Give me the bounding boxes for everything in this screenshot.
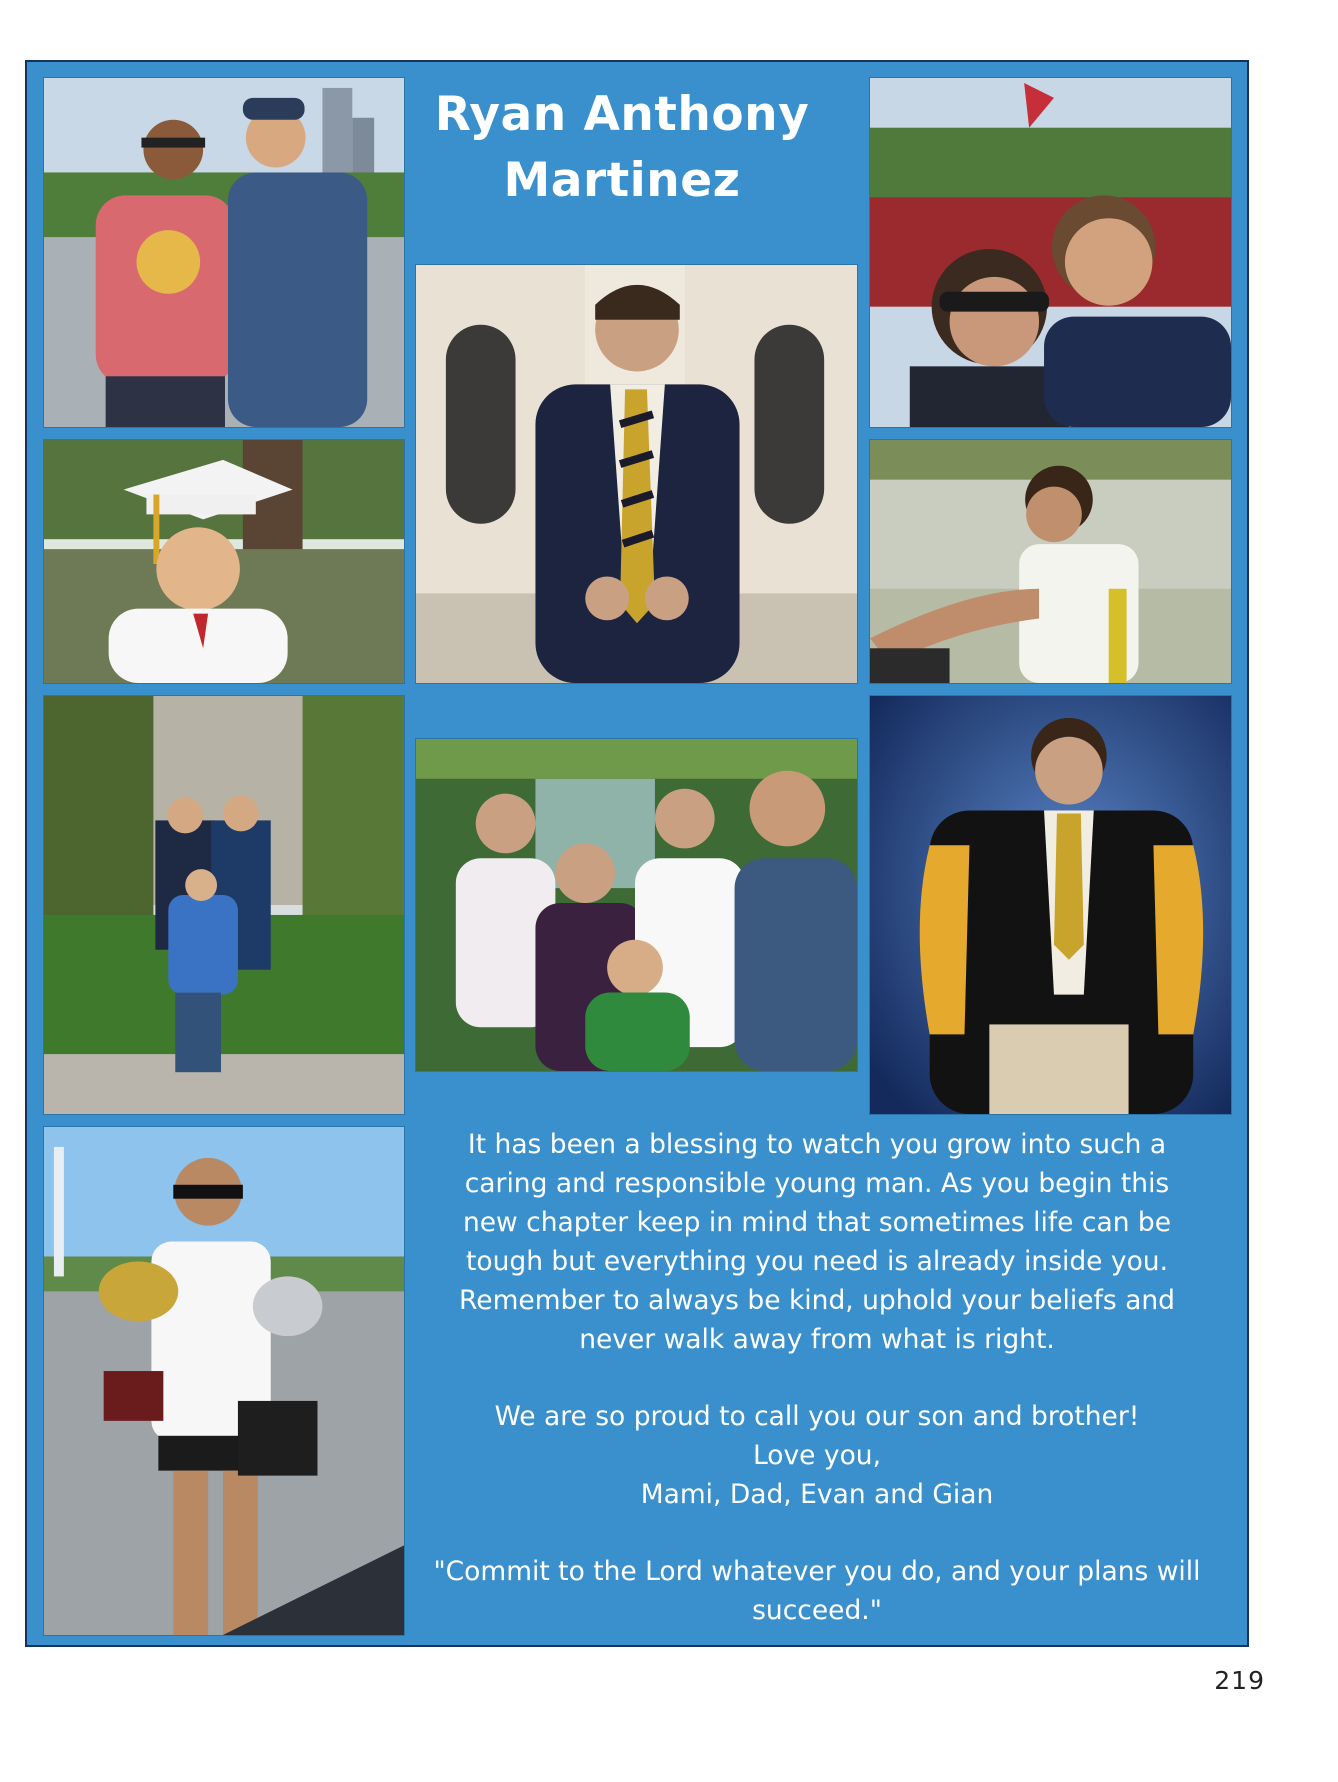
page-title: [412, 82, 832, 214]
photo-varsity-jacket: [869, 695, 1232, 1115]
photo-blazer-portrait: [415, 264, 858, 684]
photo-brothers-lawn: [43, 695, 405, 1115]
closing-line: Love you,: [752, 1440, 882, 1471]
closing-line: We are so proud to call you our son and brother!: [494, 1401, 1140, 1432]
tribute-message: [412, 1125, 1222, 1630]
photo-rowing: [869, 439, 1232, 684]
page-number: 219: [1214, 1666, 1265, 1695]
photo-mother-and-son-regatta: [869, 77, 1232, 428]
message-line: Remember to always be kind, uphold your beliefs and: [459, 1285, 1175, 1316]
closing-line: Mami, Dad, Evan and Gian: [640, 1479, 994, 1510]
title-line-1: Ryan Anthony: [434, 87, 810, 142]
message-line: caring and responsible young man. As you begin this: [464, 1168, 1170, 1199]
message-line: new chapter keep in mind that sometimes life can be: [462, 1207, 1172, 1238]
message-line: It has been a blessing to watch you grow into such a: [467, 1129, 1167, 1160]
photo-child-graduation: [43, 439, 405, 684]
quote-line: succeed.": [752, 1595, 882, 1626]
message-line: tough but everything you need is already inside you.: [465, 1246, 1169, 1277]
photo-rowing-trophies: [43, 1126, 405, 1636]
photo-family-waterfall: [415, 738, 858, 1072]
photo-father-and-son-city: [43, 77, 405, 428]
message-line: never walk away from what is right.: [579, 1324, 1055, 1355]
quote-line: "Commit to the Lord whatever you do, and your plans will: [433, 1556, 1201, 1587]
title-line-2: Martinez: [503, 153, 741, 208]
